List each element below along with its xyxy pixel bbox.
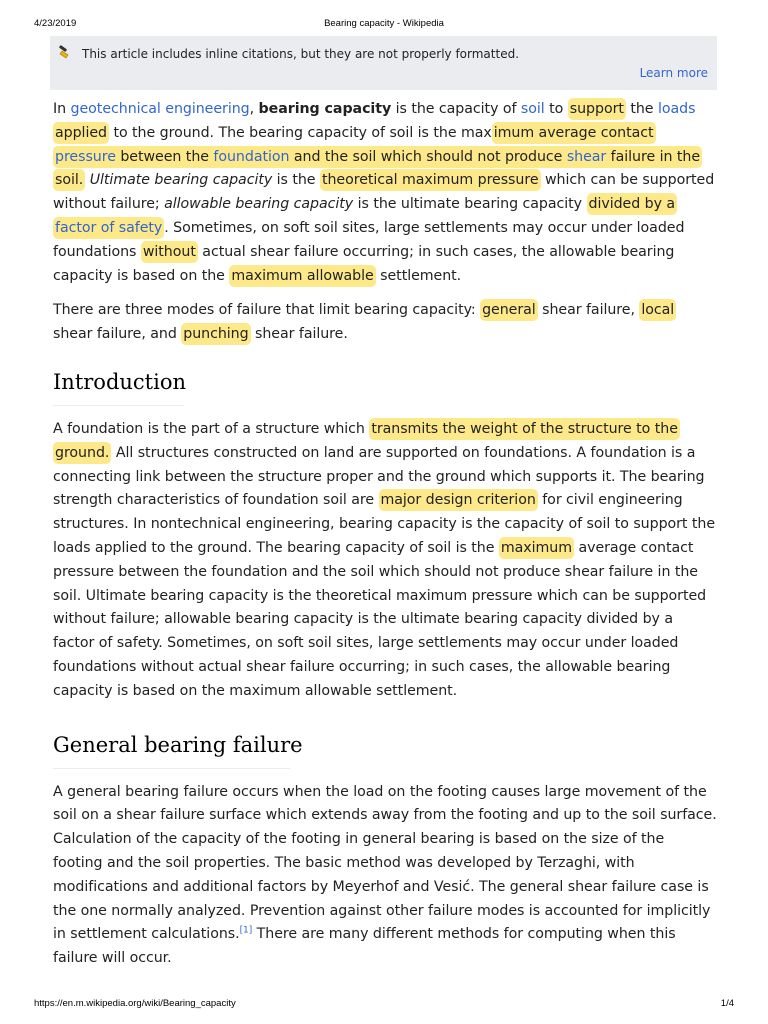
print-page-number: 1/4	[720, 998, 734, 1009]
link-loads[interactable]: loads	[657, 101, 696, 117]
term-ultimate-bearing-capacity: Ultimate bearing capacity	[89, 172, 273, 189]
link-foundation[interactable]: foundation	[213, 148, 290, 165]
introduction-paragraph: A foundation is the part of a structure which transmits the weight of the structure to the ground. All structures constructed on land are supported on foundations. A foundation is a connecting link between the structure proper and the ground which supports it. The bearing strength characteristics of foundation soil are major design criterion for civil engineering structures. In nontechnical engineering, bearing capacity is the capacity of soil to support the loads applied to the ground. The bearing capacity of soil is the maximum average contact pressure between the foundation and the soil which should not produce shear failure in the soil. Ultimate bearing capacity is the theoretical maximum pressure which can be supported without failure; allowable bearing capacity is the ultimate bearing capacity divided by a factor of safety. Sometimes, on soft soil sites, large settlements may occur under loaded foundations without actual shear failure occurring; in such cases, the allowable bearing capacity is based on the maximum allowable settlement.	[53, 418, 717, 704]
failure-modes-paragraph: There are three modes of failure that limit bearing capacity: general shear failure, local shear failure, and punching shear failure.	[53, 299, 717, 347]
article-content	[53, 36, 717, 971]
link-soil[interactable]: soil	[520, 101, 545, 117]
highlight-general: general	[480, 299, 538, 321]
heading-divider	[53, 405, 184, 406]
print-header	[34, 18, 734, 30]
highlight-support: support	[568, 98, 626, 120]
citation-link[interactable]: [1]	[239, 925, 253, 936]
link-geotechnical-engineering[interactable]: geotechnical engineering	[70, 101, 250, 117]
highlight-maximum: maximum	[499, 537, 574, 559]
heading-general-bearing-failure: General bearing failure	[53, 732, 303, 757]
print-title: Bearing capacity - Wikipedia	[324, 18, 444, 29]
term-allowable-bearing-capacity: allowable bearing capacity	[164, 196, 354, 213]
print-date: 4/23/2019	[34, 18, 77, 29]
print-footer	[34, 998, 734, 1010]
broom-icon	[57, 45, 71, 59]
highlight-maximum-average-contact: imum average contact pressure between the foundation and the soil which should not produce shear failure in the soil.	[53, 122, 702, 192]
learn-more-link[interactable]: Learn more	[639, 66, 708, 80]
term-bearing-capacity: bearing capacity	[258, 101, 392, 117]
highlight-punching: punching	[181, 323, 250, 345]
link-pressure[interactable]: pressure	[55, 148, 116, 165]
general-bearing-failure-paragraph: A general bearing failure occurs when the load on the footing causes large movement of the soil on a shear failure surface which extends away from the footing and up to the soil surface. Calculation of the capacity of the footing in general bearing is based on the size of the footing and the soil properties. The basic method was developed by Terzaghi, with modifications and additional factors by Meyerhof and Vesić. The general shear failure case is the one normally analyzed. Prevention against other failure modes is accounted for implicitly in settlement calculations.[1] There are many different methods for computing when this failure will occur.	[53, 783, 717, 967]
highlight-without: without	[141, 241, 198, 263]
highlight-local: local	[639, 299, 676, 321]
heading-divider	[53, 768, 290, 769]
lead-paragraph: In geotechnical engineering, bearing capacity is the capacity of soil to support the loads applied to the ground. The bearing capacity of soil is the max imum average contact pressure between the foundation and the soil which should not produce shear failure in the soil. Ultimate bearing capacity is the theoretical maximum pressure which can be supported without failure; allowable bearing capacity is the ultimate bearing capacity divided by a factor of safety . Sometimes, on soft soil sites, large settlements may occur under loaded foundations without actual shear failure occurring; in such cases, the allowable bearing capacity is based on the maximum allowable settlement.	[53, 98, 717, 288]
highlight-major-design-criterion: major design criterion	[379, 489, 538, 511]
highlight-maximum-allowable: maximum allowable	[229, 265, 375, 287]
link-factor-of-safety[interactable]: factor of safety	[55, 219, 163, 236]
highlight-transmits-weight: transmits the weight of the structure to the ground.	[53, 418, 680, 464]
heading-introduction: Introduction	[53, 369, 186, 394]
highlight-theoretical-maximum-pressure: theoretical maximum pressure	[320, 169, 541, 191]
highlight-applied: applied	[53, 122, 109, 144]
highlight-divided-by-factor-of-safety: divided by a factor of safety	[53, 193, 677, 239]
citation-notice	[50, 36, 717, 90]
link-shear[interactable]: shear	[566, 148, 607, 165]
notice-text: This article includes inline citations, but they are not properly formatted.	[82, 47, 520, 61]
print-url: https://en.m.wikipedia.org/wiki/Bearing_capacity	[34, 998, 236, 1009]
